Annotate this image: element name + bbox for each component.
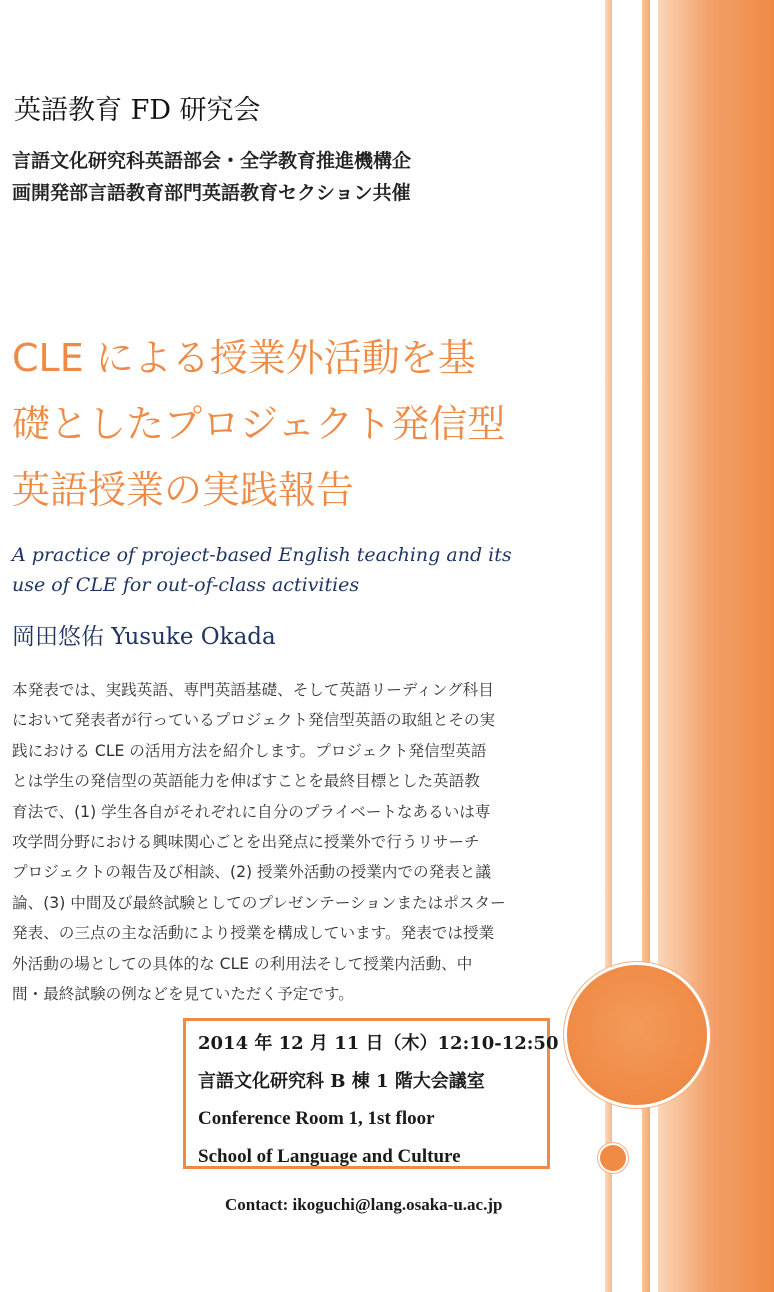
contact-email[interactable]: Contact: ikoguchi@lang.osaka-u.ac.jp <box>225 1195 503 1214</box>
english-title <box>12 540 552 600</box>
decorative-circle-small <box>600 1145 626 1171</box>
organizer-title: 英語教育 FD 研究会 <box>14 95 261 126</box>
speaker-name: 岡田悠佑 Yusuke Okada <box>12 624 276 650</box>
english-title-line-1: A practice of project-based English teaching and its <box>12 544 512 566</box>
talk-title <box>12 325 572 523</box>
abstract-line: プロジェクトの報告及び相談、(2) 授業外活動の授業内での発表と議 <box>12 863 491 882</box>
abstract-line: 発表、の三点の主な活動により授業を構成しています。発表では授業 <box>12 924 495 943</box>
abstract-line: 論、(3) 中間及び最終試験としてのプレゼンテーションまたはポスター <box>12 893 506 912</box>
abstract-line: 本発表では、実践英語、専門英語基礎、そして英語リーディング科目 <box>12 681 494 699</box>
event-datetime: 2014 年 12 月 11 日（木）12:10-12:50 <box>198 1033 559 1054</box>
english-title-line-2: use of CLE for out-of-class activities <box>12 574 360 596</box>
talk-title-line-2: 礎としたプロジェクト発信型 <box>12 402 506 446</box>
abstract-line: 践における CLE の活用方法を紹介します。プロジェクト発信型英語 <box>12 741 487 760</box>
abstract-line: 育法で、(1) 学生各自がそれぞれに自分のプライベートなあるいは専 <box>12 802 491 821</box>
co-organizer-line-1: 言語文化研究科英語部会・全学教育推進機構企 <box>12 150 412 172</box>
talk-title-line-3: 英語授業の実践報告 <box>12 468 355 512</box>
event-venue-room: Conference Room 1, 1st floor <box>198 1108 435 1129</box>
abstract-line: において発表者が行っているプロジェクト発信型英語の取組とその実 <box>12 711 496 730</box>
abstract-text <box>12 675 572 1009</box>
talk-title-line-1: CLE による授業外活動を基 <box>12 336 476 380</box>
event-venue-school: School of Language and Culture <box>198 1145 461 1167</box>
co-organizer-line-2: 画開発部言語教育部門英語教育セクション共催 <box>12 182 411 204</box>
abstract-line: 間・最終試験の例などを見ていただく予定です。 <box>12 985 354 1004</box>
abstract-line: とは学生の発信型の英語能力を伸ばすことを最終目標とした英語教 <box>12 772 480 791</box>
abstract-line: 外活動の場としての具体的な CLE の利用法そして授業内活動、中 <box>12 954 473 973</box>
decorative-circle-large <box>567 965 707 1105</box>
event-info-box <box>183 1018 559 1169</box>
decorative-band <box>658 0 774 1292</box>
event-venue-japanese: 言語文化研究科 B 棟 1 階大会議室 <box>198 1070 485 1092</box>
abstract-line: 攻学問分野における興味関心ごとを出発点に授業外で行うリサーチ <box>12 833 480 852</box>
